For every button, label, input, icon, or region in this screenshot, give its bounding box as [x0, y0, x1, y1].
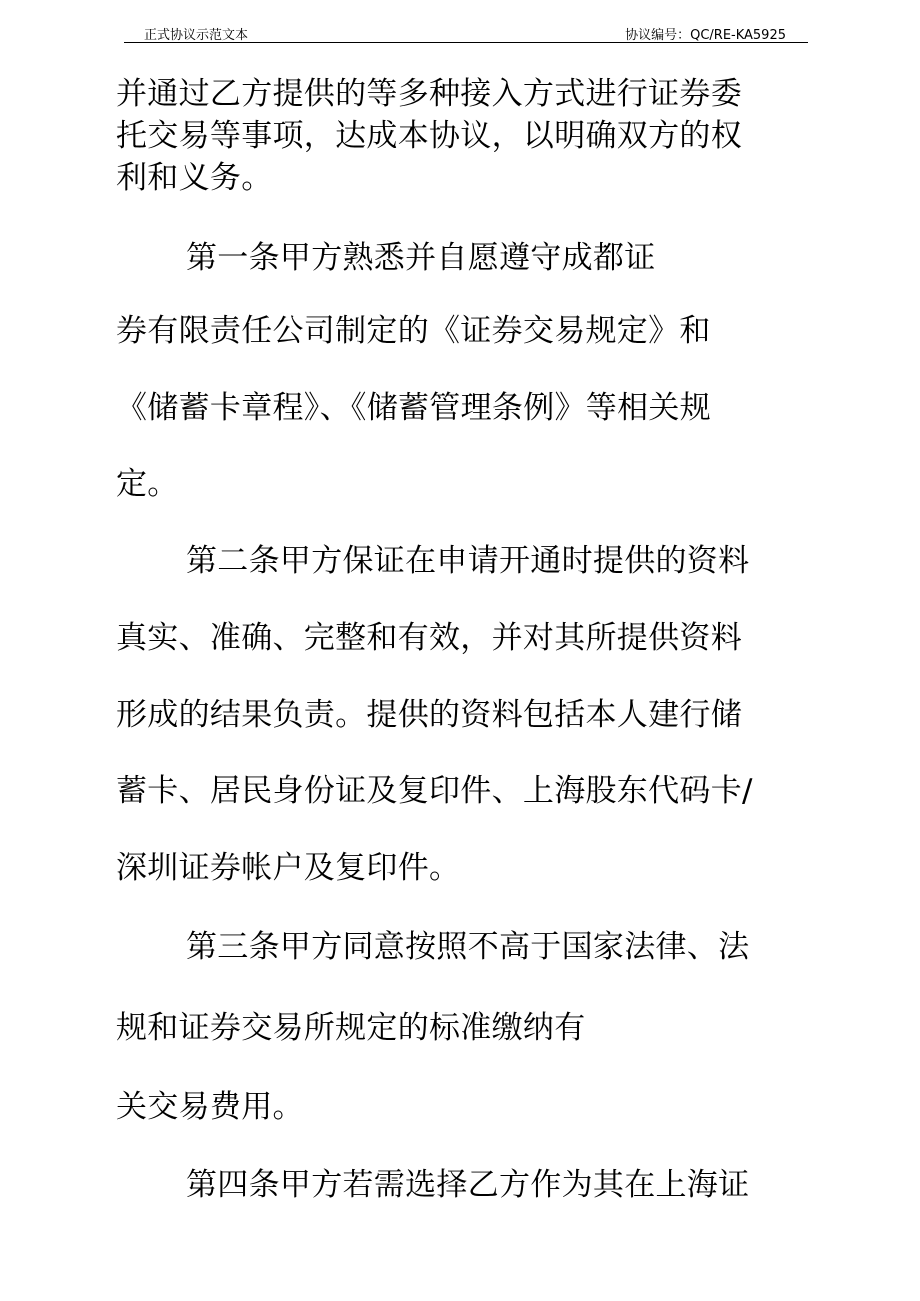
body-line: 形成的结果负责。提供的资料包括本人建行储 [116, 697, 742, 733]
body-line: 蓄卡、居民身份证及复印件、上海股东代码卡/ [116, 773, 753, 809]
body-line: 定。 [116, 466, 179, 502]
page-header [124, 22, 808, 43]
header-left-title: 正式协议示范文本 [144, 28, 249, 43]
body-line: 托交易等事项，达成本协议，以明确双方的权 [116, 118, 742, 154]
article-3-first-line: 第三条甲方同意按照不高于国家法律、法 [186, 929, 750, 965]
article-4-first-line: 第四条甲方若需选择乙方作为其在上海证 [186, 1167, 750, 1203]
header-agreement-number: 协议编号：QC/RE-KA5925 [625, 28, 786, 43]
article-2-first-line: 第二条甲方保证在申请开通时提供的资料 [186, 543, 750, 579]
body-line: 《储蓄卡章程》、《储蓄管理条例》等相关规 [116, 390, 711, 426]
body-line: 深圳证券帐户及复印件。 [116, 850, 461, 886]
body-line: 利和义务。 [116, 160, 273, 196]
article-1-first-line: 第一条甲方熟悉并自愿遵守成都证 [186, 240, 656, 276]
body-line: 真实、准确、完整和有效，并对其所提供资料 [116, 620, 742, 656]
body-line: 并通过乙方提供的等多种接入方式进行证券委 [116, 76, 742, 112]
body-line: 券有限责任公司制定的《证券交易规定》和 [116, 313, 711, 349]
body-line: 规和证券交易所规定的标准缴纳有 [116, 1010, 586, 1046]
body-line: 关交易费用。 [116, 1089, 304, 1125]
